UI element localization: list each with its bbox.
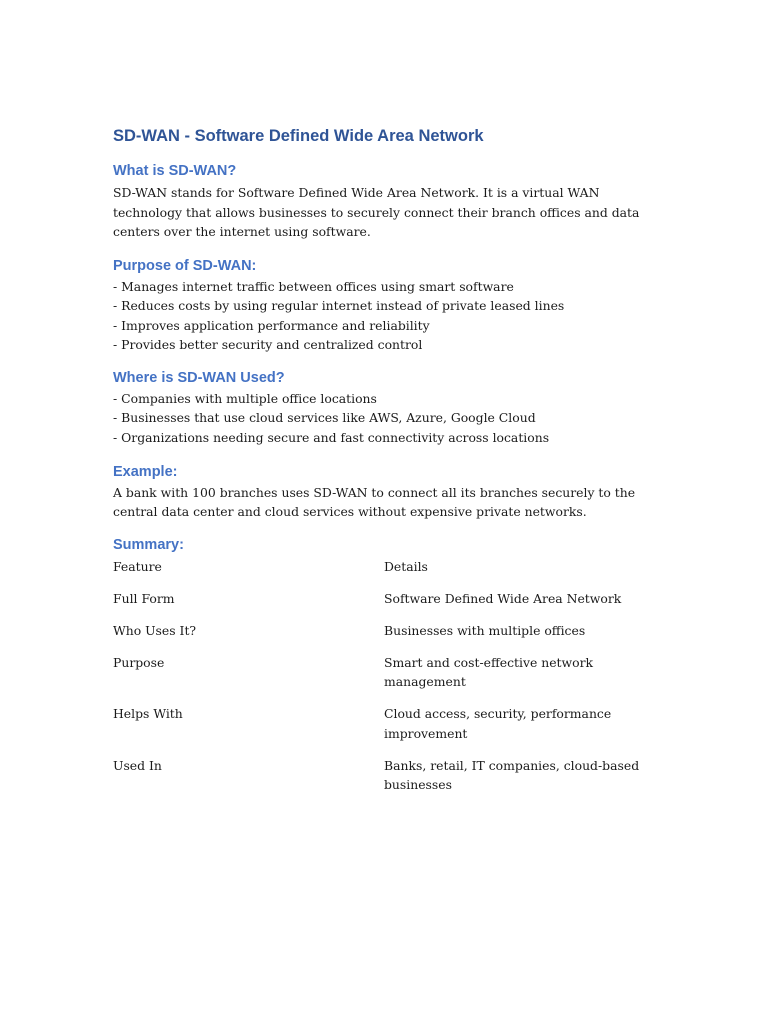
list-item: - Provides better security and centralized control xyxy=(113,337,423,353)
list-item: - Reduces costs by using regular internet instead of private leased lines xyxy=(113,298,565,314)
summary-table xyxy=(113,557,653,808)
list-item: - Improves application performance and reliability xyxy=(113,317,430,333)
document-title: SD-WAN - Software Defined Wide Area Network xyxy=(113,127,484,145)
table-cell-feature: Who Uses It? xyxy=(113,622,197,638)
list-item: - Manages internet traffic between offices using smart software xyxy=(113,278,514,294)
table-row xyxy=(113,557,653,589)
heading-summary: Summary: xyxy=(113,536,184,553)
document-page xyxy=(113,124,653,807)
table-row xyxy=(113,653,653,705)
table-header-feature: Feature xyxy=(113,558,162,574)
table-cell-feature: Used In xyxy=(113,757,162,773)
list-item: - Businesses that use cloud services like AWS, Azure, Google Cloud xyxy=(113,410,536,426)
where-used-list xyxy=(113,389,653,448)
table-row xyxy=(113,704,653,756)
heading-where-used: Where is SD-WAN Used? xyxy=(113,369,285,386)
table-cell-details: Software Defined Wide Area Network xyxy=(384,590,622,606)
paragraph-what-is-sd-wan: SD-WAN stands for Software Defined Wide Area Network. It is a virtual WAN technology that allows businesses to securely connect their branch offices and data centers over the internet using software. xyxy=(113,185,640,239)
table-row xyxy=(113,756,653,808)
purpose-list xyxy=(113,277,653,355)
list-item: - Companies with multiple office locations xyxy=(113,390,377,406)
list-item: - Organizations needing secure and fast connectivity across locations xyxy=(113,430,550,446)
table-cell-feature: Helps With xyxy=(113,706,183,722)
table-cell-details: Banks, retail, IT companies, cloud-based businesses xyxy=(384,757,640,793)
table-cell-feature: Full Form xyxy=(113,590,175,606)
heading-example: Example: xyxy=(113,463,178,480)
table-row xyxy=(113,621,653,653)
heading-purpose: Purpose of SD-WAN: xyxy=(113,257,257,274)
table-cell-feature: Purpose xyxy=(113,654,165,670)
paragraph-example: A bank with 100 branches uses SD-WAN to connect all its branches securely to the central data center and cloud services without expensive private networks. xyxy=(113,484,636,520)
table-cell-details: Cloud access, security, performance improvement xyxy=(384,706,612,741)
table-row xyxy=(113,589,653,621)
heading-what-is-sd-wan: What is SD-WAN? xyxy=(113,163,237,179)
table-cell-details: Businesses with multiple offices xyxy=(384,622,586,638)
table-cell-details: Smart and cost-effective network management xyxy=(384,654,594,690)
table-header-details: Details xyxy=(384,558,428,574)
